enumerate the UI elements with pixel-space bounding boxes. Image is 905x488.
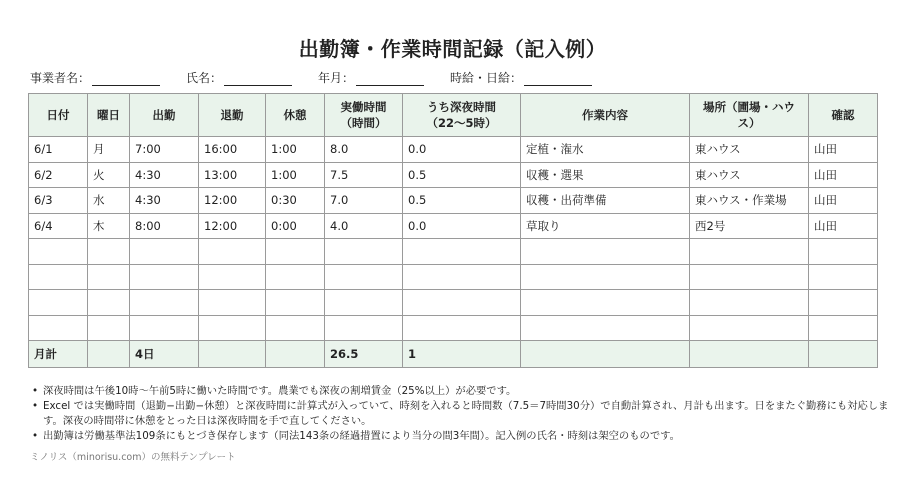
table-cell[interactable] — [199, 315, 266, 341]
notes-list — [28, 384, 893, 444]
table-row — [29, 137, 878, 163]
table-cell[interactable] — [29, 290, 88, 316]
note-item: • Excel では実働時間（退勤−出勤−休憩）と深夜時間に計算式が入っていて、時刻を入れると時間数（7.5＝7時間30分）で自動計算され、月計も出ます。日をまたぐ勤務にも対応します。深夜の時間帯に休憩をとった日は深夜時間を手で直してください。 — [43, 399, 893, 429]
table-cell[interactable]: 8:00 — [130, 213, 199, 239]
table-cell[interactable] — [690, 239, 809, 265]
table-cell[interactable] — [88, 239, 130, 265]
column-header: 出勤 — [130, 94, 199, 137]
table-cell[interactable]: 火 — [88, 162, 130, 188]
table-cell[interactable] — [266, 239, 325, 265]
table-cell[interactable]: 4:30 — [130, 162, 199, 188]
table-cell[interactable]: 東ハウス・作業場 — [690, 188, 809, 214]
table-cell[interactable] — [29, 264, 88, 290]
column-header: 確認 — [809, 94, 878, 137]
table-cell[interactable] — [199, 290, 266, 316]
table-cell[interactable]: 西2号 — [690, 213, 809, 239]
table-row — [29, 188, 878, 214]
year-month-label: 年月： — [318, 71, 355, 85]
table-cell[interactable] — [88, 264, 130, 290]
table-cell[interactable]: 0:30 — [266, 188, 325, 214]
wage-blank[interactable] — [524, 73, 592, 86]
footer-credit: ミノリス（minorisu.com）の無料テンプレート — [30, 452, 236, 463]
column-header: 作業内容 — [521, 94, 690, 137]
table-cell[interactable]: 0.5 — [403, 188, 521, 214]
worker-name-label: 氏名： — [186, 71, 223, 85]
table-cell[interactable] — [266, 315, 325, 341]
table-cell[interactable] — [809, 239, 878, 265]
table-cell[interactable] — [521, 239, 690, 265]
table-cell[interactable] — [809, 290, 878, 316]
table-header-row — [29, 94, 878, 137]
column-header: 実働時間 （時間） — [325, 94, 403, 137]
table-cell[interactable] — [29, 239, 88, 265]
table-cell[interactable] — [266, 264, 325, 290]
table-cell[interactable] — [325, 239, 403, 265]
table-cell[interactable] — [403, 239, 521, 265]
note-item: • 出勤簿は労働基準法109条にもとづき保存します（同法143条の経過措置により当分の間3年間）。記入例の氏名・時刻は架空のものです。 — [43, 429, 893, 444]
table-cell[interactable]: 0.5 — [403, 162, 521, 188]
total-cell: 月計 — [29, 341, 88, 368]
table-cell[interactable]: 12:00 — [199, 213, 266, 239]
total-cell — [88, 341, 130, 368]
table-cell[interactable] — [521, 264, 690, 290]
total-cell: 1 — [403, 341, 521, 368]
table-cell[interactable]: 6/3 — [29, 188, 88, 214]
table-cell[interactable]: 東ハウス — [690, 162, 809, 188]
table-cell[interactable]: 東ハウス — [690, 137, 809, 163]
table-cell[interactable] — [130, 290, 199, 316]
table-cell[interactable]: 山田 — [809, 188, 878, 214]
table-cell[interactable] — [266, 290, 325, 316]
table-cell[interactable] — [403, 315, 521, 341]
total-cell: 26.5 — [325, 341, 403, 368]
table-cell[interactable] — [521, 290, 690, 316]
table-cell[interactable] — [325, 290, 403, 316]
total-cell — [199, 341, 266, 368]
table-cell[interactable]: 木 — [88, 213, 130, 239]
table-cell[interactable]: 水 — [88, 188, 130, 214]
column-header: 場所（圃場・ハウス） — [690, 94, 809, 137]
table-cell[interactable]: 山田 — [809, 137, 878, 163]
table-row — [29, 290, 878, 316]
table-cell[interactable] — [809, 315, 878, 341]
worker-name-field — [186, 69, 292, 86]
table-cell[interactable] — [130, 264, 199, 290]
table-cell[interactable] — [325, 264, 403, 290]
table-cell[interactable]: 7.5 — [325, 162, 403, 188]
business-name-field — [30, 69, 160, 86]
table-cell[interactable] — [403, 290, 521, 316]
table-cell[interactable] — [130, 239, 199, 265]
table-cell[interactable] — [88, 290, 130, 316]
table-cell[interactable]: 7.0 — [325, 188, 403, 214]
table-cell[interactable] — [690, 290, 809, 316]
table-cell[interactable] — [130, 315, 199, 341]
column-header: 休憩 — [266, 94, 325, 137]
table-cell[interactable]: 7:00 — [130, 137, 199, 163]
table-cell[interactable] — [199, 264, 266, 290]
total-cell: 4日 — [130, 341, 199, 368]
note-item: • 深夜時間は午後10時〜午前5時に働いた時間です。農業でも深夜の割増賃金（25%以上）が必要です。 — [43, 384, 893, 399]
total-cell — [809, 341, 878, 368]
table-cell[interactable]: 山田 — [809, 213, 878, 239]
table-cell[interactable]: 6/4 — [29, 213, 88, 239]
column-header: 日付 — [29, 94, 88, 137]
table-cell[interactable]: 0:00 — [266, 213, 325, 239]
table-cell[interactable]: 4.0 — [325, 213, 403, 239]
worker-name-blank[interactable] — [224, 73, 292, 86]
table-cell[interactable]: 月 — [88, 137, 130, 163]
year-month-field — [318, 69, 424, 86]
table-body — [29, 137, 878, 368]
table-cell[interactable]: 1:00 — [266, 162, 325, 188]
table-cell[interactable]: 6/1 — [29, 137, 88, 163]
table-cell[interactable]: 8.0 — [325, 137, 403, 163]
table-cell[interactable]: 12:00 — [199, 188, 266, 214]
table-cell[interactable]: 13:00 — [199, 162, 266, 188]
total-cell — [521, 341, 690, 368]
table-cell[interactable]: 0.0 — [403, 137, 521, 163]
table-cell[interactable]: 6/2 — [29, 162, 88, 188]
header-fields — [30, 69, 618, 86]
table-row — [29, 162, 878, 188]
total-cell — [266, 341, 325, 368]
table-cell[interactable] — [29, 315, 88, 341]
column-header: うち深夜時間 （22〜5時） — [403, 94, 521, 137]
table-cell[interactable]: 収穫・出荷準備 — [521, 188, 690, 214]
table-row — [29, 315, 878, 341]
column-header: 曜日 — [88, 94, 130, 137]
total-cell — [690, 341, 809, 368]
table-cell[interactable]: 山田 — [809, 162, 878, 188]
monthly-total-row — [29, 341, 878, 368]
table-cell[interactable]: 0.0 — [403, 213, 521, 239]
table-cell[interactable]: 草取り — [521, 213, 690, 239]
table-cell[interactable]: 4:30 — [130, 188, 199, 214]
table-cell[interactable]: 収穫・選果 — [521, 162, 690, 188]
table-cell[interactable] — [199, 239, 266, 265]
wage-field — [450, 69, 592, 86]
table-row — [29, 264, 878, 290]
wage-label: 時給・日給： — [450, 71, 523, 85]
table-cell[interactable]: 16:00 — [199, 137, 266, 163]
table-row — [29, 213, 878, 239]
business-name-label: 事業者名： — [30, 71, 91, 85]
table-cell[interactable] — [325, 315, 403, 341]
business-name-blank[interactable] — [92, 73, 160, 86]
attendance-table — [28, 93, 878, 368]
column-header: 退勤 — [199, 94, 266, 137]
table-cell[interactable]: 定植・潅水 — [521, 137, 690, 163]
table-cell[interactable] — [690, 315, 809, 341]
year-month-blank[interactable] — [356, 73, 424, 86]
table-cell[interactable] — [403, 264, 521, 290]
table-row — [29, 239, 878, 265]
table-cell[interactable] — [521, 315, 690, 341]
table-cell[interactable]: 1:00 — [266, 137, 325, 163]
page-title: 出勤簿・作業時間記録（記入例） — [298, 37, 607, 61]
table-cell[interactable] — [690, 264, 809, 290]
table-cell[interactable] — [809, 264, 878, 290]
table-cell[interactable] — [88, 315, 130, 341]
